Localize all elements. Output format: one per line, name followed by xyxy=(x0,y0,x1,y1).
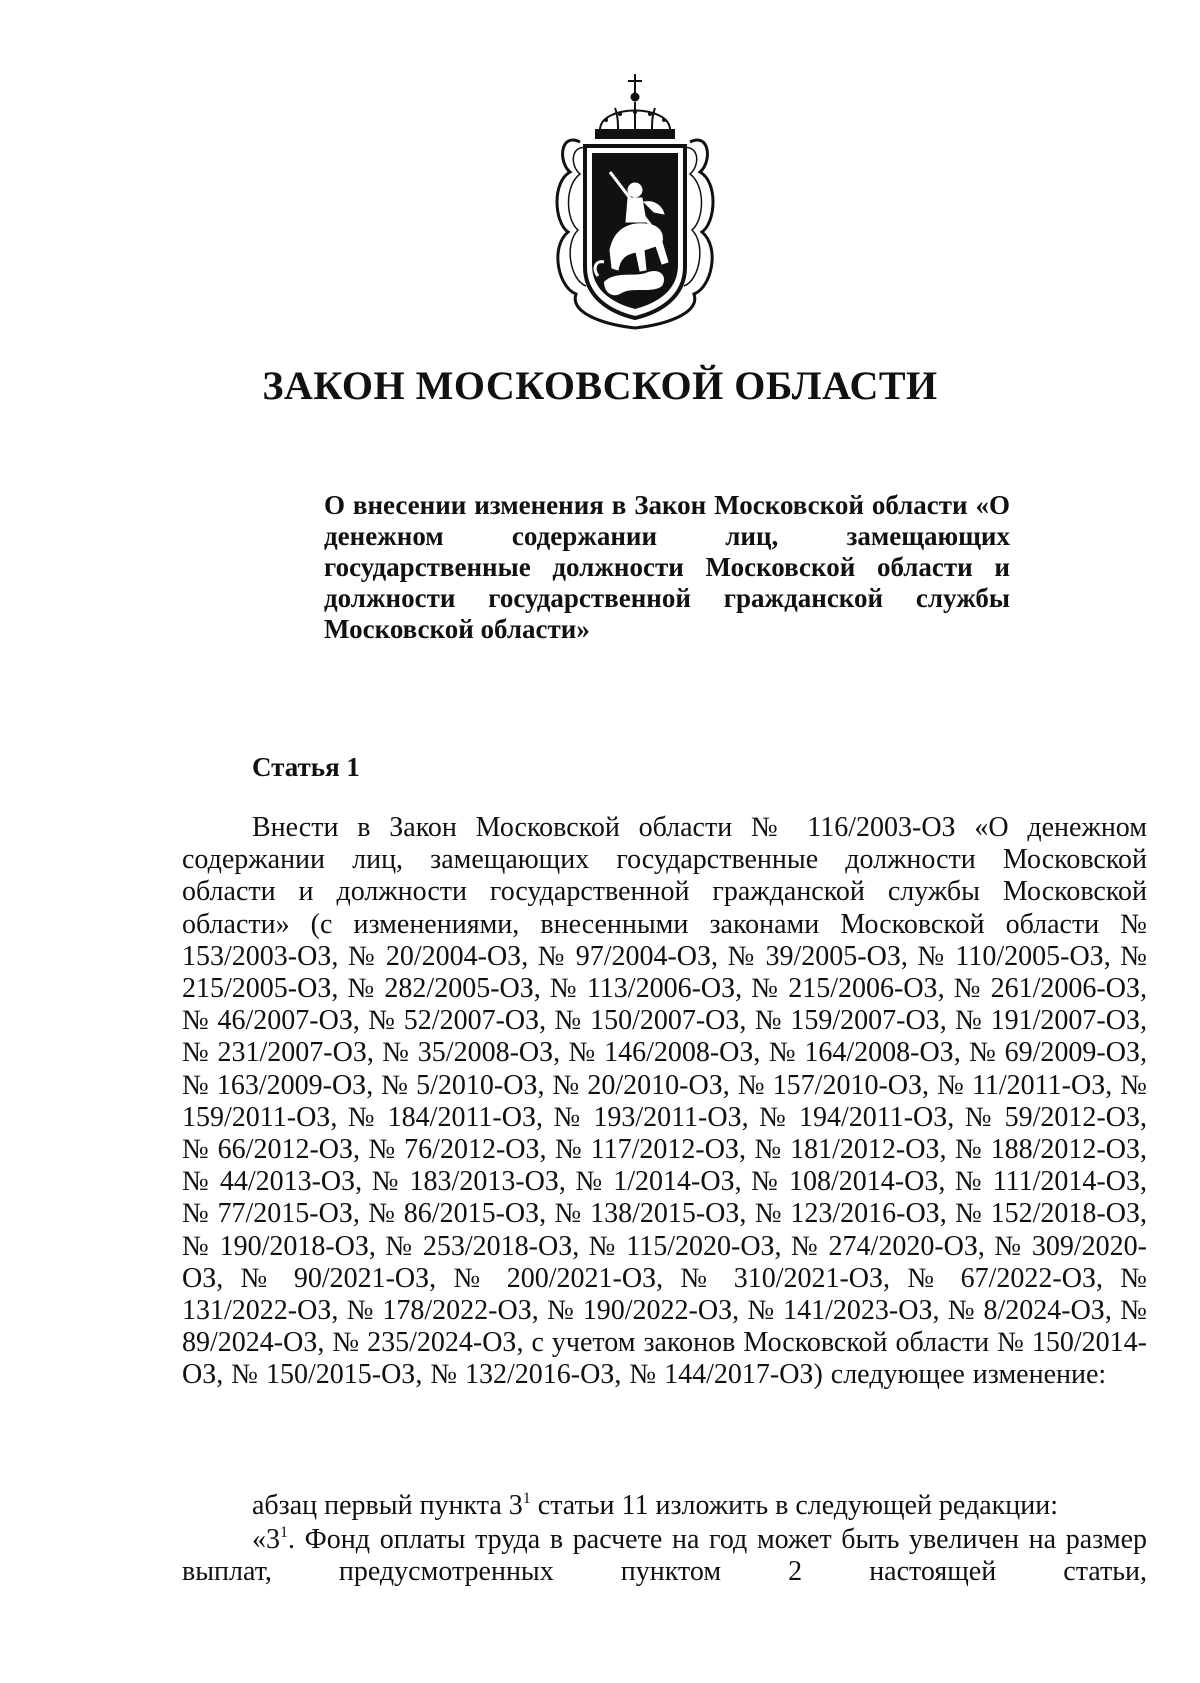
amendment-text-rest: . Фонд оплаты труда в расчете на год может быть увеличен на размер выплат, предусмотренных пунктом 2 настоящей статьи, xyxy=(182,1524,1147,1588)
law-title: ЗАКОН МОСКОВСКОЙ ОБЛАСТИ xyxy=(262,363,938,408)
amendment-text-open: «3 xyxy=(252,1524,280,1555)
article-heading: Статья 1 xyxy=(252,752,360,782)
superscript: 1 xyxy=(280,1524,288,1541)
amendment-instruction xyxy=(252,1490,1058,1522)
law-subject: О внесении изменения в Закон Московской области «О денежном содержании лиц, замещающих государственные должности Московской области и должности государственной гражданской службы Московской области» xyxy=(324,490,1010,644)
superscript: 1 xyxy=(522,1490,531,1507)
moscow-oblast-coat-of-arms-icon xyxy=(540,72,730,337)
amendment-instruction-text-end: статьи 11 изложить в следующей редакции: xyxy=(530,1490,1058,1521)
amendment-text xyxy=(182,1524,1147,1588)
article-body: Внести в Закон Московской области № 116/2003-ОЗ «О денежном содержании лиц, замещающих государственные должности Московской области и должности государственной гражданской службы Московской области» (с изменениями, внесенными законами Московской области № 153/2003-ОЗ, № 20/2004-ОЗ, № 97/2004-ОЗ, № 39/2005-ОЗ, № 110/2005-ОЗ, № 215/2005-ОЗ, № 282/2005-ОЗ, № 113/2006-ОЗ, № 215/2006-ОЗ, № 261/2006-ОЗ, № 46/2007-ОЗ, № 52/2007-ОЗ, № 150/2007-ОЗ, № 159/2007-ОЗ, № 191/2007-ОЗ, № 231/2007-ОЗ, № 35/2008-ОЗ, № 146/2008-ОЗ, № 164/2008-ОЗ, № 69/2009-ОЗ, № 163/2009-ОЗ, № 5/2010-ОЗ, № 20/2010-ОЗ, № 157/2010-ОЗ, № 11/2011-ОЗ, № 159/2011-ОЗ, № 184/2011-ОЗ, № 193/2011-ОЗ, № 194/2011-ОЗ, № 59/2012-ОЗ, № 66/2012-ОЗ, № 76/2012-ОЗ, № 117/2012-ОЗ, № 181/2012-ОЗ, № 188/2012-ОЗ, № 44/2013-ОЗ, № 183/2013-ОЗ, № 1/2014-ОЗ, № 108/2014-ОЗ, № 111/2014-ОЗ, № 77/2015-ОЗ, № 86/2015-ОЗ, № 138/2015-ОЗ, № 123/2016-ОЗ, № 152/2018-ОЗ, № 190/2018-ОЗ, № 253/2018-ОЗ, № 115/2020-ОЗ, № 274/2020-ОЗ, № 309/2020-ОЗ, № 90/2021-ОЗ, № 200/2021-ОЗ, № 310/2021-ОЗ, № 67/2022-ОЗ, № 131/2022-ОЗ, № 178/2022-ОЗ, № 190/2022-ОЗ, № 141/2023-ОЗ, № 8/2024-ОЗ, № 89/2024-ОЗ, № 235/2024-ОЗ, с учетом законов Московской области № 150/2014-ОЗ, № 150/2015-ОЗ, № 132/2016-ОЗ, № 144/2017-ОЗ) следующее изменение: xyxy=(182,812,1147,1391)
amendment-instruction-text: абзац первый пункта 3 xyxy=(252,1490,523,1521)
